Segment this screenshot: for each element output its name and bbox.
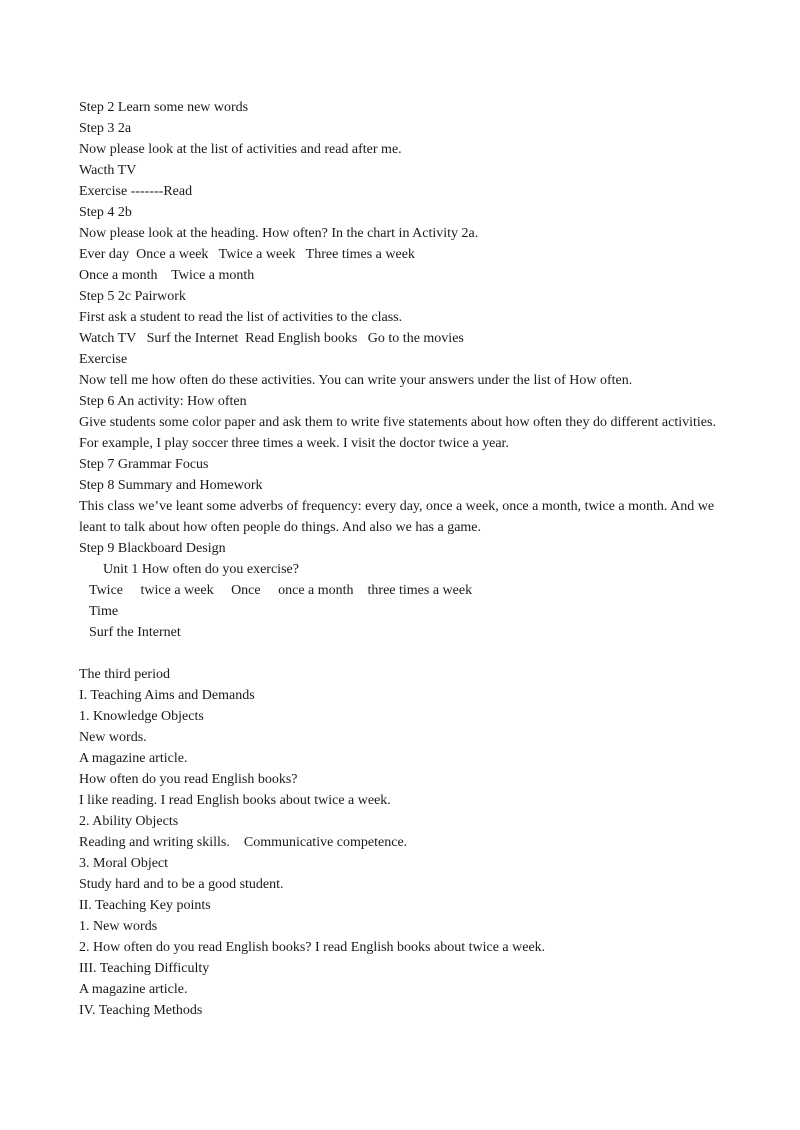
text-line: For example, I play soccer three times a week. I visit the doctor twice a year. — [79, 436, 509, 451]
text-line: Exercise -------Read — [79, 184, 193, 199]
text-line: The third period — [79, 667, 170, 682]
text-line: Step 6 An activity: How often — [79, 394, 247, 409]
text-line: Step 7 Grammar Focus — [79, 457, 209, 472]
text-line: Step 8 Summary and Homework — [79, 478, 263, 493]
text-line: I like reading. I read English books about twice a week. — [79, 793, 391, 808]
text-line: IV. Teaching Methods — [79, 1003, 203, 1018]
text-line: Now tell me how often do these activities. You can write your answers under the list of How often. — [79, 373, 633, 388]
text-line: 1. Knowledge Objects — [79, 709, 204, 724]
text-line: 2. How often do you read English books? I read English books about twice a week. — [79, 940, 546, 955]
text-line: Reading and writing skills. Communicative competence. — [79, 835, 408, 850]
text-line: Watch TV Surf the Internet Read English books Go to the movies — [79, 331, 464, 346]
text-line: Wacth TV — [79, 163, 137, 178]
text-line: Ever day Once a week Twice a week Three times a week — [79, 247, 415, 262]
text-line: First ask a student to read the list of activities to the class. — [79, 310, 403, 325]
text-line: leant to talk about how often people do things. And also we has a game. — [79, 520, 482, 535]
text-line: Step 9 Blackboard Design — [79, 541, 226, 556]
paragraph-gap — [79, 643, 769, 664]
text-line: Step 5 2c Pairwork — [79, 289, 186, 304]
text-line: Step 4 2b — [79, 205, 132, 220]
blackboard-row: Surf the Internet — [89, 625, 181, 640]
blackboard-row: Twice twice a week Once once a month three times a week — [89, 583, 473, 598]
text-line: Step 3 2a — [79, 121, 132, 136]
blackboard-title: Unit 1 How often do you exercise? — [103, 562, 299, 577]
text-line: Now please look at the list of activities and read after me. — [79, 142, 402, 157]
text-line: Give students some color paper and ask them to write five statements about how often they do different activities. — [79, 415, 716, 430]
text-line: III. Teaching Difficulty — [79, 961, 210, 976]
text-line: Study hard and to be a good student. — [79, 877, 284, 892]
text-line: New words. — [79, 730, 147, 745]
third-period-section — [79, 664, 769, 1021]
text-line: Now please look at the heading. How often? In the chart in Activity 2a. — [79, 226, 479, 241]
text-line: Exercise — [79, 352, 128, 367]
text-line: 1. New words — [79, 919, 158, 934]
text-line: I. Teaching Aims and Demands — [79, 688, 255, 703]
text-line: 3. Moral Object — [79, 856, 169, 871]
text-line: How often do you read English books? — [79, 772, 298, 787]
text-line: This class we’ve leant some adverbs of frequency: every day, once a week, once a month, twice a month. And we — [79, 499, 715, 514]
document-page — [79, 97, 769, 1021]
text-line: Step 2 Learn some new words — [79, 100, 249, 115]
text-line: 2. Ability Objects — [79, 814, 179, 829]
blackboard-design — [79, 559, 769, 643]
lesson-steps-section — [79, 97, 769, 559]
text-line: A magazine article. — [79, 751, 188, 766]
text-line: II. Teaching Key points — [79, 898, 211, 913]
text-line: A magazine article. — [79, 982, 188, 997]
blackboard-row: Time — [89, 604, 119, 619]
text-line: Once a month Twice a month — [79, 268, 255, 283]
